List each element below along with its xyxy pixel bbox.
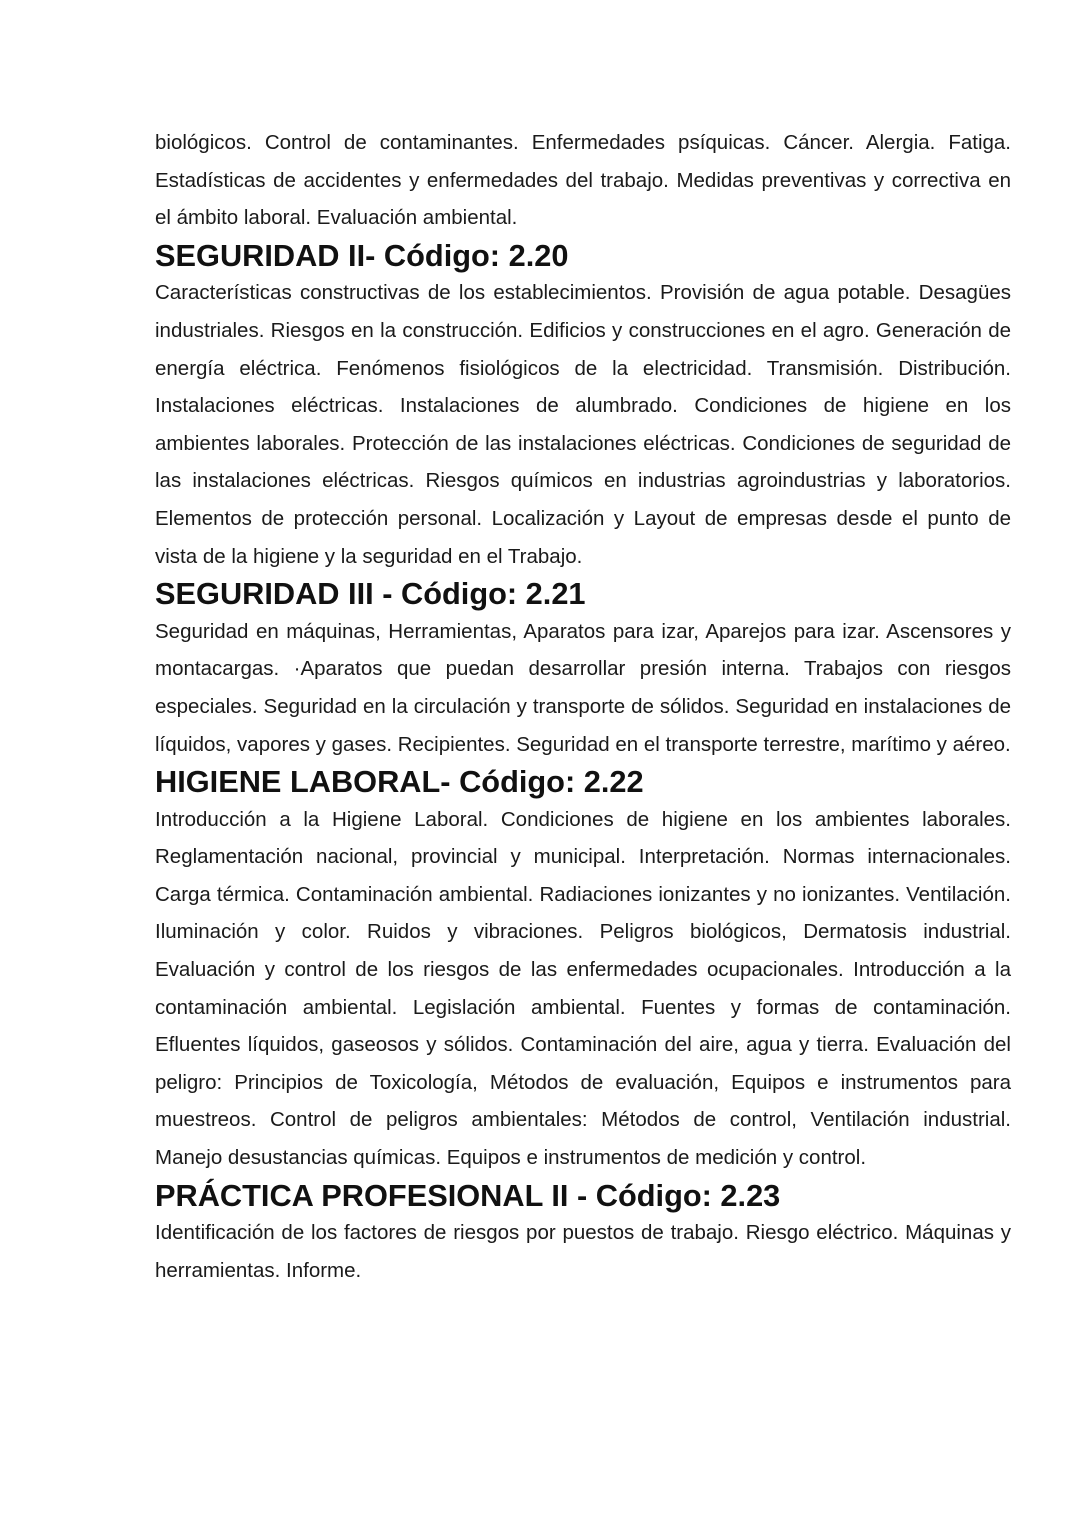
intro-paragraph: biológicos. Control de contaminantes. Enfermedades psíquicas. Cáncer. Alergia. Fatiga. Estadísticas de accidentes y enfermedades del trabajo. Medidas preventivas y correctiva en el ámbito laboral. Evaluación ambiental.: [155, 131, 1011, 230]
section-heading-practica-profesional-ii: PRÁCTICA PROFESIONAL II - Código: 2.23: [155, 1177, 781, 1213]
section-body-practica-profesional-ii: Identificación de los factores de riesgos por puestos de trabajo. Riesgo eléctrico. Máquinas y herramientas. Informe.: [155, 1221, 1011, 1282]
section-heading-seguridad-iii: SEGURIDAD III - Código: 2.21: [155, 576, 586, 612]
section-body-seguridad-ii: Características constructivas de los establecimientos. Provisión de agua potable. Desagües industriales. Riesgos en la construcción. Edificios y construcciones en el agro. Generación de energía eléctrica. Fenómenos fisiológicos de la electricidad. Transmisión. Distribución. Instalaciones eléctricas. Instalaciones de alumbrado. Condiciones de higiene en los ambientes laborales. Protección de las instalaciones eléctricas. Condiciones de seguridad de las instalaciones eléctricas. Riesgos químicos en industrias agroindustrias y laboratorios. Elementos de protección personal. Localización y Layout de empresas desde el punto de vista de la higiene y la seguridad en el Trabajo.: [155, 281, 1011, 568]
section-heading-seguridad-ii: SEGURIDAD II- Código: 2.20: [155, 237, 569, 273]
section-body-seguridad-iii: Seguridad en máquinas, Herramientas, Aparatos para izar, Aparejos para izar. Ascensores y montacargas. ·Aparatos que puedan desarrollar presión interna. Trabajos con riesgos especiales. Seguridad en la circulación y transporte de sólidos. Seguridad en instalaciones de líquidos, vapores y gases. Recipientes. Seguridad en el transporte terrestre, marítimo y aéreo.: [155, 619, 1011, 756]
document-page: [155, 124, 1011, 1289]
section-body-higiene-laboral: Introducción a la Higiene Laboral. Condiciones de higiene en los ambientes laborales. Reglamentación nacional, provincial y municipal. Interpretación. Normas internacionales. Carga térmica. Contaminación ambiental. Radiaciones ionizantes y no ionizantes. Ventilación. Iluminación y color. Ruidos y vibraciones. Peligros biológicos, Dermatosis industrial. Evaluación y control de los riesgos de las enfermedades ocupacionales. Introducción a la contaminación ambiental. Legislación ambiental. Fuentes y formas de contaminación. Efluentes líquidos, gaseosos y sólidos. Contaminación del aire, agua y tierra. Evaluación del peligro: Principios de Toxicología, Métodos de evaluación, Equipos e instrumentos para muestreos. Control de peligros ambientales: Métodos de control, Ventilación industrial. Manejo desustancias químicas. Equipos e instrumentos de medición y control.: [155, 807, 1011, 1170]
section-heading-higiene-laboral: HIGIENE LABORAL- Código: 2.22: [155, 764, 644, 800]
